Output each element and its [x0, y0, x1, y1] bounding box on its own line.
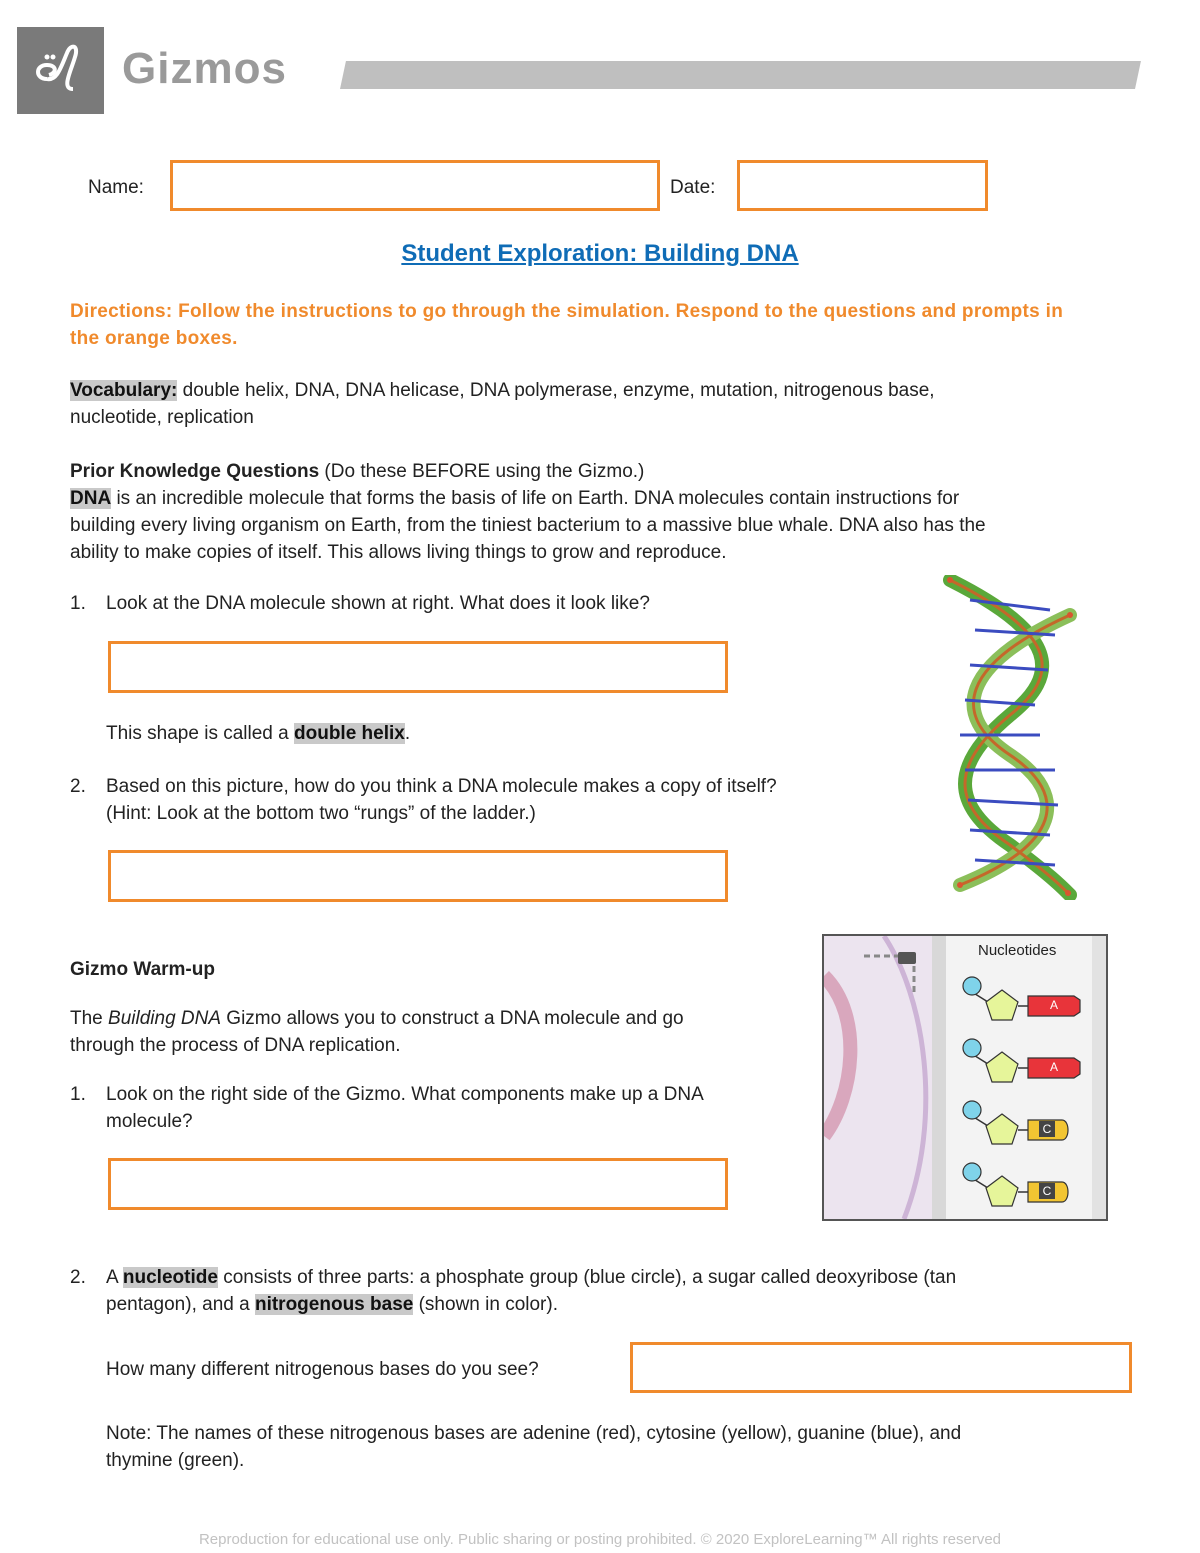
- warmup-q3-answer[interactable]: [630, 1342, 1132, 1393]
- warmup-intro-post: Gizmo allows you to construct a DNA molecule and go: [221, 1008, 684, 1029]
- sugar-pentagon-icon: [986, 1114, 1018, 1144]
- note-line2: thymine (green).: [106, 1450, 245, 1471]
- vocabulary-terms-2: nucleotide, replication: [70, 407, 254, 428]
- name-field[interactable]: [170, 160, 660, 211]
- prior-intro-3: ability to make copies of itself. This allows living things to grow and reproduce.: [70, 542, 727, 563]
- vocabulary-terms-1: double helix, DNA, DNA helicase, DNA polymerase, enzyme, mutation, nitrogenous base,: [177, 380, 935, 401]
- sugar-pentagon-icon: [986, 1176, 1018, 1206]
- prior-q2-answer[interactable]: [108, 850, 728, 902]
- warmup-q1-number: 1.: [70, 1084, 86, 1105]
- warmup-q1-answer[interactable]: [108, 1158, 728, 1210]
- nucleotide-graphic: [960, 1100, 1090, 1156]
- brand-logo: [17, 27, 104, 114]
- vocabulary: [70, 377, 1130, 431]
- q2-l2-pre: pentagon), and a: [106, 1294, 255, 1315]
- nitrogenous-base-term: nitrogenous base: [254, 1294, 414, 1315]
- vocabulary-label: Vocabulary:: [70, 380, 178, 401]
- camera-icon[interactable]: [898, 952, 916, 964]
- warmup-q1-line2: molecule?: [106, 1111, 193, 1132]
- name-label: Name:: [88, 177, 144, 198]
- q2-mid: consists of three parts: a phosphate group (blue circle), a sugar called deoxyribose (tan: [217, 1267, 957, 1288]
- q2-pre: A: [106, 1267, 123, 1288]
- warmup-q2-number: 2.: [70, 1267, 86, 1288]
- phosphate-icon: [963, 977, 981, 995]
- note-line1: Note: The names of these nitrogenous bases are adenine (red), cytosine (yellow), guanine (blue), and: [106, 1423, 962, 1444]
- nucleotide-graphic: [960, 976, 1090, 1032]
- nucleotide-graphic: [960, 1038, 1090, 1094]
- nucleotide-base-label: C: [1039, 1121, 1055, 1137]
- el-logo-icon: [17, 27, 104, 114]
- nucleotide-item[interactable]: [960, 1100, 1090, 1156]
- dna-term: DNA: [70, 488, 112, 509]
- directions-text: Directions: Follow the instructions to go through the simulation. Respond to the questions and prompts in the orange boxes.: [70, 301, 1064, 349]
- base-names-note: [106, 1420, 1126, 1474]
- warmup-intro-2: through the process of DNA replication.: [70, 1035, 401, 1056]
- date-field[interactable]: [737, 160, 988, 211]
- sugar-pentagon-icon: [986, 1052, 1018, 1082]
- prior-note: (Do these BEFORE using the Gizmo.): [319, 461, 645, 482]
- shape-pre: This shape is called a: [106, 723, 294, 744]
- nucleotide-base-label: A: [1049, 998, 1058, 1012]
- sugar-pentagon-icon: [986, 990, 1018, 1020]
- warmup-intro: [70, 1005, 800, 1059]
- dna-double-helix-image: [930, 575, 1090, 900]
- nucleotide-base-label: C: [1039, 1183, 1055, 1199]
- warmup-q1-line1: Look on the right side of the Gizmo. What components make up a DNA: [106, 1084, 704, 1105]
- prior-q2-text: [106, 773, 777, 827]
- warmup-q3-text: How many different nitrogenous bases do you see?: [106, 1359, 539, 1380]
- prior-q2-line1: Based on this picture, how do you think a DNA molecule makes a copy of itself?: [106, 776, 777, 797]
- prior-q1-answer[interactable]: [108, 641, 728, 693]
- prior-q2-number: 2.: [70, 776, 86, 797]
- nucleotide-item[interactable]: [960, 1162, 1090, 1218]
- phosphate-icon: [963, 1039, 981, 1057]
- phosphate-icon: [963, 1163, 981, 1181]
- prior-knowledge-section: [70, 458, 1130, 566]
- phosphate-icon: [963, 1101, 981, 1119]
- page-title: Student Exploration: Building DNA: [401, 240, 799, 267]
- warmup-q2-text: [106, 1264, 1126, 1318]
- prior-heading: Prior Knowledge Questions: [70, 461, 320, 482]
- nucleotides-panel: [822, 934, 1108, 1221]
- nucleotide-item[interactable]: [960, 1038, 1090, 1094]
- prior-q1-text: Look at the DNA molecule shown at right. What does it look like?: [106, 593, 650, 614]
- prior-q2-line2: (Hint: Look at the bottom two “rungs” of the ladder.): [106, 803, 536, 824]
- double-helix-sentence: [106, 720, 410, 747]
- nucleotide-base-label: A: [1049, 1060, 1058, 1074]
- header-bar: [340, 61, 1141, 89]
- warmup-heading: Gizmo Warm-up: [70, 959, 215, 980]
- warmup-intro-gizmo-name: Building DNA: [108, 1008, 222, 1029]
- footer-copyright: Reproduction for educational use only. Public sharing or posting prohibited. © 2020 ExploreLearning™ All rights reserved: [198, 1531, 1002, 1548]
- warmup-intro-pre: The: [70, 1008, 109, 1029]
- double-helix-term: double helix: [294, 723, 405, 744]
- nucleotides-title: Nucleotides: [978, 942, 1057, 959]
- nucleotide-graphic: [960, 1162, 1090, 1218]
- brand-name: Gizmos: [122, 44, 287, 93]
- prior-intro-2: building every living organism on Earth, from the tiniest bacterium to a massive blue whale. DNA also has the: [70, 515, 986, 536]
- prior-q1-number: 1.: [70, 593, 86, 614]
- date-label: Date:: [670, 177, 716, 198]
- q2-l2-post: (shown in color).: [413, 1294, 558, 1315]
- shape-post: .: [404, 723, 411, 744]
- warmup-q1-text: [106, 1081, 806, 1135]
- nucleotide-term: nucleotide: [122, 1267, 218, 1288]
- prior-intro-1: is an incredible molecule that forms the basis of life on Earth. DNA molecules contain instructions for: [111, 488, 960, 509]
- nucleotide-item[interactable]: [960, 976, 1090, 1032]
